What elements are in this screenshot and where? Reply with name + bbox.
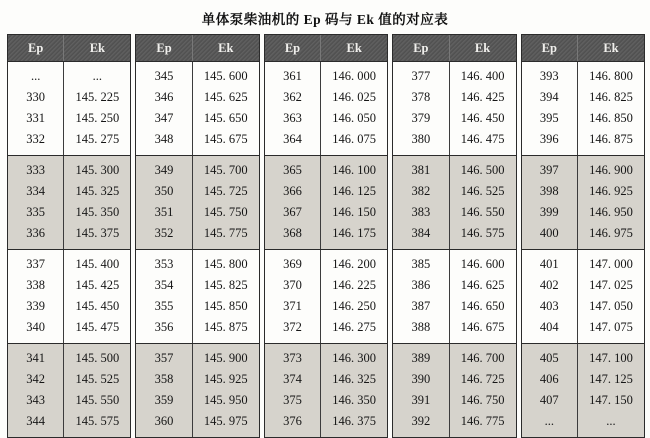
ep-column xyxy=(136,344,192,437)
ek-cell: 146. 600 xyxy=(460,257,505,271)
ek-cell: 145. 550 xyxy=(75,393,120,407)
ep-cell: 333 xyxy=(26,163,46,177)
ek-cell: 146. 075 xyxy=(332,132,377,146)
ep-cell: 347 xyxy=(154,111,174,125)
ep-cell: 388 xyxy=(411,320,431,334)
ek-cell: 146. 450 xyxy=(460,111,505,125)
ek-cell: 146. 625 xyxy=(460,278,505,292)
ek-cell: 145. 650 xyxy=(203,111,248,125)
ep-cell: 371 xyxy=(283,299,302,313)
ep-cell: 378 xyxy=(411,90,431,104)
ep-column xyxy=(522,344,578,437)
ep-cell: 336 xyxy=(26,226,46,240)
ep-cell: 348 xyxy=(154,132,174,146)
ep-cell: 401 xyxy=(539,257,559,271)
ep-cell: 355 xyxy=(154,299,174,313)
ep-cell: 370 xyxy=(283,278,302,292)
column-header-ek: Ek xyxy=(346,40,362,55)
row-band-2 xyxy=(393,155,515,249)
ek-cell: 146. 650 xyxy=(460,299,505,313)
ek-cell: 146. 400 xyxy=(460,69,505,83)
ep-cell: 341 xyxy=(26,351,46,365)
table-title: 单体泵柴油机的 Ep 码与 Ek 值的对应表 xyxy=(201,12,449,27)
ek-cell: 145. 225 xyxy=(75,90,120,104)
ep-cell: 402 xyxy=(539,278,559,292)
column-group-2 xyxy=(135,34,259,438)
ep-cell: 358 xyxy=(154,372,174,386)
ep-cell: 366 xyxy=(283,184,302,198)
ep-cell: 405 xyxy=(539,351,559,365)
ep-cell: 383 xyxy=(411,205,431,219)
ep-column xyxy=(265,156,321,249)
row-band-1 xyxy=(136,62,258,155)
column-group-1 xyxy=(7,34,131,438)
ek-column xyxy=(193,344,259,437)
ek-cell: 146. 100 xyxy=(332,163,377,177)
ep-cell: 406 xyxy=(539,372,559,386)
ek-cell: 145. 975 xyxy=(203,414,248,428)
ek-cell: 146. 825 xyxy=(589,90,633,104)
ek-cell: 146. 225 xyxy=(332,278,377,292)
group-header xyxy=(393,35,515,62)
group-header xyxy=(265,35,387,62)
ep-cell: 392 xyxy=(411,414,431,428)
ek-cell: 146. 050 xyxy=(332,111,377,125)
ek-cell: 146. 800 xyxy=(589,69,633,83)
ep-column xyxy=(522,62,578,155)
ep-cell: 338 xyxy=(26,278,46,292)
ek-cell: 145. 875 xyxy=(203,320,248,334)
ek-column xyxy=(64,156,130,249)
ep-cell: 387 xyxy=(411,299,431,313)
ep-cell: 330 xyxy=(26,90,46,104)
ep-cell: 364 xyxy=(283,132,302,146)
ek-cell: 145. 250 xyxy=(75,111,120,125)
ep-cell: 372 xyxy=(283,320,302,334)
ek-cell: 146. 275 xyxy=(332,320,377,334)
column-header-ek: Ek xyxy=(603,40,619,55)
row-band-3 xyxy=(8,249,130,343)
ep-cell: 334 xyxy=(26,184,46,198)
ek-column xyxy=(578,250,644,343)
ek-cell: 147. 000 xyxy=(589,257,633,271)
ep-cell: 367 xyxy=(283,205,302,219)
ep-cell: 391 xyxy=(411,393,431,407)
column-header-ep: Ep xyxy=(8,35,64,61)
ep-cell: 386 xyxy=(411,278,431,292)
ek-cell: 147. 150 xyxy=(589,393,633,407)
ep-column xyxy=(136,156,192,249)
row-band-1 xyxy=(265,62,387,155)
ep-cell: 373 xyxy=(283,351,302,365)
column-header-ep: Ep xyxy=(522,35,578,61)
row-band-1 xyxy=(393,62,515,155)
ek-column xyxy=(321,156,387,249)
ek-cell: 145. 425 xyxy=(75,278,120,292)
ek-cell: 146. 525 xyxy=(460,184,505,198)
ep-cell: 356 xyxy=(154,320,174,334)
ep-cell: 368 xyxy=(283,226,302,240)
ep-cell: 339 xyxy=(26,299,46,313)
row-band-4 xyxy=(393,343,515,437)
ek-cell: 145. 475 xyxy=(75,320,120,334)
row-band-2 xyxy=(265,155,387,249)
ek-cell: 146. 775 xyxy=(460,414,505,428)
ek-cell: 145. 950 xyxy=(203,393,248,407)
row-band-4 xyxy=(265,343,387,437)
ep-column xyxy=(136,250,192,343)
ek-cell: 145. 300 xyxy=(75,163,120,177)
ek-cell: 146. 325 xyxy=(332,372,377,386)
ek-column xyxy=(321,250,387,343)
ep-cell: 353 xyxy=(154,257,174,271)
ek-cell: 146. 850 xyxy=(589,111,633,125)
ep-cell: 335 xyxy=(26,205,46,219)
ep-cell: 352 xyxy=(154,226,174,240)
ep-column xyxy=(393,62,449,155)
row-band-4 xyxy=(8,343,130,437)
group-header xyxy=(136,35,258,62)
row-band-3 xyxy=(136,249,258,343)
ep-cell: 394 xyxy=(539,90,559,104)
ep-cell: 396 xyxy=(539,132,559,146)
ek-cell: 147. 075 xyxy=(589,320,633,334)
ek-cell: 145. 600 xyxy=(203,69,248,83)
ek-cell: 146. 700 xyxy=(460,351,505,365)
row-band-2 xyxy=(8,155,130,249)
ep-cell: 346 xyxy=(154,90,174,104)
row-band-1 xyxy=(522,62,644,155)
ek-cell: 146. 500 xyxy=(460,163,505,177)
ep-cell: 360 xyxy=(154,414,174,428)
ep-cell: 344 xyxy=(26,414,46,428)
ep-cell: 332 xyxy=(26,132,46,146)
ek-cell: 145. 350 xyxy=(75,205,120,219)
ek-cell: 147. 100 xyxy=(589,351,633,365)
ek-cell: 146. 475 xyxy=(460,132,505,146)
ek-cell: 147. 025 xyxy=(589,278,633,292)
ek-cell: 145. 700 xyxy=(203,163,248,177)
ep-column xyxy=(522,250,578,343)
row-band-2 xyxy=(522,155,644,249)
group-header xyxy=(522,35,644,62)
ek-cell: 146. 575 xyxy=(460,226,505,240)
ep-column xyxy=(265,62,321,155)
ep-cell: 342 xyxy=(26,372,46,386)
ek-cell: 146. 000 xyxy=(332,69,377,83)
ep-cell: 350 xyxy=(154,184,174,198)
ek-cell: 145. 375 xyxy=(75,226,120,240)
ep-cell: 376 xyxy=(283,414,302,428)
ep-cell: 393 xyxy=(539,69,559,83)
ep-cell: 375 xyxy=(283,393,302,407)
ek-cell: 146. 350 xyxy=(332,393,377,407)
ep-cell: ... xyxy=(30,69,41,83)
ek-column xyxy=(450,156,516,249)
ek-cell: 145. 675 xyxy=(203,132,248,146)
ek-cell: 146. 125 xyxy=(332,184,377,198)
ep-column xyxy=(136,62,192,155)
ek-cell: 145. 450 xyxy=(75,299,120,313)
ep-cell: 343 xyxy=(26,393,46,407)
ep-column xyxy=(8,250,64,343)
ek-cell: 147. 050 xyxy=(589,299,633,313)
group-header xyxy=(8,35,130,62)
ek-cell: 145. 900 xyxy=(203,351,248,365)
ek-column xyxy=(321,62,387,155)
ek-column xyxy=(578,62,644,155)
ek-column xyxy=(450,250,516,343)
ep-column xyxy=(393,156,449,249)
ek-cell: ... xyxy=(606,414,616,428)
ek-column xyxy=(450,62,516,155)
ek-cell: 145. 850 xyxy=(203,299,248,313)
column-header-ek: Ek xyxy=(218,40,234,55)
column-header-ek: Ek xyxy=(89,40,105,55)
ek-cell: 146. 175 xyxy=(332,226,377,240)
ep-cell: 349 xyxy=(154,163,174,177)
ep-cell: 361 xyxy=(283,69,302,83)
ek-cell: 145. 525 xyxy=(75,372,120,386)
ep-cell: 331 xyxy=(26,111,46,125)
ep-cell: 374 xyxy=(283,372,302,386)
ek-cell: 146. 925 xyxy=(589,184,633,198)
ep-cell: 381 xyxy=(411,163,431,177)
ep-cell: 395 xyxy=(539,111,559,125)
ep-cell: 337 xyxy=(26,257,46,271)
ek-cell: 145. 775 xyxy=(203,226,248,240)
ep-column xyxy=(8,344,64,437)
ep-cell: 365 xyxy=(283,163,302,177)
ep-cell: 390 xyxy=(411,372,431,386)
ek-cell: 145. 500 xyxy=(75,351,120,365)
row-band-3 xyxy=(393,249,515,343)
row-band-3 xyxy=(265,249,387,343)
ek-cell: 145. 725 xyxy=(203,184,248,198)
ep-cell: ... xyxy=(544,414,554,428)
ep-cell: 384 xyxy=(411,226,431,240)
ep-cell: 377 xyxy=(411,69,431,83)
ek-cell: 146. 725 xyxy=(460,372,505,386)
ek-column xyxy=(578,156,644,249)
column-header-ep: Ep xyxy=(393,35,449,61)
ep-cell: 345 xyxy=(154,69,174,83)
ek-cell: 146. 900 xyxy=(589,163,633,177)
ek-column xyxy=(193,156,259,249)
column-header-ep: Ep xyxy=(136,35,192,61)
ep-cell: 340 xyxy=(26,320,46,334)
ek-cell: 146. 300 xyxy=(332,351,377,365)
ek-cell: 146. 425 xyxy=(460,90,505,104)
row-band-1 xyxy=(8,62,130,155)
row-band-4 xyxy=(136,343,258,437)
ek-cell: 145. 325 xyxy=(75,184,120,198)
column-header-ep: Ep xyxy=(265,35,321,61)
ek-cell: 146. 675 xyxy=(460,320,505,334)
ek-column xyxy=(450,344,516,437)
ek-cell: 146. 150 xyxy=(332,205,377,219)
ep-column xyxy=(8,62,64,155)
ep-column xyxy=(265,250,321,343)
ek-cell: 146. 200 xyxy=(332,257,377,271)
ep-cell: 407 xyxy=(539,393,559,407)
ep-cell: 403 xyxy=(539,299,559,313)
ek-cell: 145. 925 xyxy=(203,372,248,386)
ep-cell: 357 xyxy=(154,351,174,365)
row-band-4 xyxy=(522,343,644,437)
ek-cell: 145. 750 xyxy=(203,205,248,219)
ep-cell: 354 xyxy=(154,278,174,292)
column-group-3 xyxy=(264,34,388,438)
ek-cell: 145. 800 xyxy=(203,257,248,271)
ek-cell: 146. 375 xyxy=(332,414,377,428)
ek-cell: 146. 975 xyxy=(589,226,633,240)
ek-cell: 146. 950 xyxy=(589,205,633,219)
ep-cell: 359 xyxy=(154,393,174,407)
ek-cell: 145. 275 xyxy=(75,132,120,146)
ek-column xyxy=(193,250,259,343)
ek-column xyxy=(64,62,130,155)
ep-column xyxy=(393,344,449,437)
ek-cell: 146. 875 xyxy=(589,132,633,146)
column-group-5 xyxy=(521,34,645,438)
ep-column xyxy=(522,156,578,249)
ep-cell: 397 xyxy=(539,163,559,177)
ek-cell: ... xyxy=(92,69,103,83)
row-band-2 xyxy=(136,155,258,249)
ep-ek-table xyxy=(7,34,645,438)
ek-cell: 146. 250 xyxy=(332,299,377,313)
ep-column xyxy=(265,344,321,437)
row-band-3 xyxy=(522,249,644,343)
ep-cell: 389 xyxy=(411,351,431,365)
ep-cell: 369 xyxy=(283,257,302,271)
ek-cell: 145. 625 xyxy=(203,90,248,104)
ep-cell: 382 xyxy=(411,184,431,198)
ek-column xyxy=(64,344,130,437)
ek-cell: 146. 025 xyxy=(332,90,377,104)
ep-cell: 379 xyxy=(411,111,431,125)
ek-cell: 147. 125 xyxy=(589,372,633,386)
ep-cell: 400 xyxy=(539,226,559,240)
ep-cell: 404 xyxy=(539,320,559,334)
column-group-4 xyxy=(392,34,516,438)
ek-column xyxy=(578,344,644,437)
ep-cell: 398 xyxy=(539,184,559,198)
ep-column xyxy=(393,250,449,343)
ep-cell: 363 xyxy=(283,111,302,125)
ep-cell: 362 xyxy=(283,90,302,104)
ep-cell: 380 xyxy=(411,132,431,146)
ek-column xyxy=(64,250,130,343)
ep-cell: 399 xyxy=(539,205,559,219)
ep-cell: 351 xyxy=(154,205,174,219)
column-header-ek: Ek xyxy=(474,40,491,55)
ek-cell: 145. 575 xyxy=(75,414,120,428)
ep-cell: 385 xyxy=(411,257,431,271)
ep-column xyxy=(8,156,64,249)
ek-cell: 145. 400 xyxy=(75,257,120,271)
ek-column xyxy=(193,62,259,155)
ek-column xyxy=(321,344,387,437)
ek-cell: 146. 750 xyxy=(460,393,505,407)
ek-cell: 146. 550 xyxy=(460,205,505,219)
ek-cell: 145. 825 xyxy=(203,278,248,292)
